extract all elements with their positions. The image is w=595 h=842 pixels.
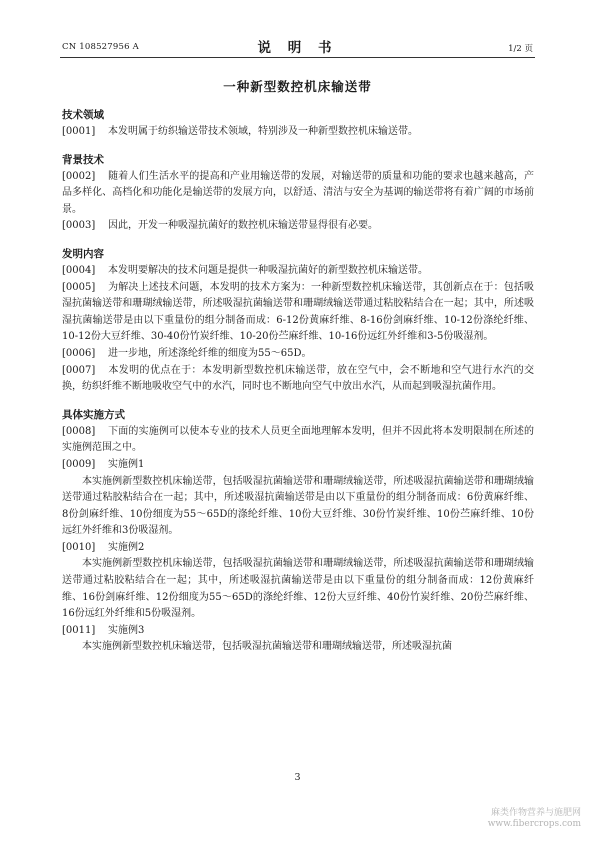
paragraph-text: 进一步地，所述涤纶纤维的细度为55～65D。 [108, 347, 312, 359]
paragraph-number: [0002] [62, 170, 96, 182]
paragraph-number: [0004] [62, 264, 96, 276]
paragraph-number: [0008] [62, 425, 96, 437]
document-type-heading: 说 明 书 [257, 40, 338, 56]
paragraph-number: [0003] [62, 220, 96, 232]
embodiment-label: 实施例2 [108, 541, 145, 553]
paragraph-text: 随着人们生活水平的提高和产业用输送带的发展，对输送带的质量和功能的要求也越来越高，产品多样化、高档化和功能化是输送带的发展方向，以舒适、清洁与安全为基调的输送带将有着广阔的市场前景。 [62, 170, 534, 215]
section-embodiments [62, 406, 534, 656]
embodiment-3-text: 本实施例新型数控机床输送带，包括吸湿抗菌输送带和珊瑚绒输送带，所述吸湿抗菌 [82, 641, 452, 653]
paragraph-text: 为解决上述技术问题，本发明的技术方案为：一种新型数控机床输送带，其创新点在于：包括吸湿抗菌输送带和珊瑚绒输送带，所述吸湿抗菌输送带和珊瑚绒输送带通过粘胶粘结合在一起；其中，所述吸湿抗菌输送带是由以下重量份的组分制备而成：6-12份黄麻纤维、8-16份剑麻纤维、10-12份涤纶纤维、10-12份大豆纤维、30-40份竹炭纤维、10-20份苎麻纤维、10-16份远红外纤维和3-5份吸湿剂。 [62, 281, 534, 343]
document-body [62, 106, 534, 656]
paragraph-text: 本发明属于纺织输送带技术领域，特别涉及一种新型数控机床输送带。 [108, 126, 418, 137]
paragraph-text: 本发明要解决的技术问题是提供一种吸湿抗菌好的新型数控机床输送带。 [108, 264, 428, 276]
paragraph-0009 [62, 457, 534, 474]
paragraph-number: [0011] [62, 624, 96, 636]
page-info: 1/2 页 [508, 44, 533, 54]
paragraph-0011 [62, 623, 534, 640]
paragraph-0001 [62, 124, 534, 141]
embodiment-2-text: 本实施例新型数控机床输送带，包括吸湿抗菌输送带和珊瑚绒输送带，所述吸湿抗菌输送带和珊瑚绒输送带通过粘胶粘结合在一起；其中，所述吸湿抗菌输送带是由以下重量份的组分制备而成：12份黄麻纤维、16份剑麻纤维、12份细度为55～65D的涤纶纤维、12份大豆纤维、40份竹炭纤维、20份苎麻纤维、16份远红外纤维和5份吸湿剂。 [62, 558, 534, 620]
patent-number: CN 108527956 A [62, 42, 139, 52]
embodiment-1-text: 本实施例新型数控机床输送带，包括吸湿抗菌输送带和珊瑚绒输送带，所述吸湿抗菌输送带和珊瑚绒输送带通过粘胶粘结合在一起；其中，所述吸湿抗菌输送带是由以下重量份的组分制备而成：6份黄麻纤维、8份剑麻纤维、10份细度为55～65D的涤纶纤维、10份大豆纤维、30份竹炭纤维、10份苎麻纤维、10份远红外纤维和3份吸湿剂。 [62, 475, 534, 537]
paragraph-number: [0006] [62, 347, 96, 359]
section-heading: 具体实施方式 [62, 408, 125, 421]
embodiment-label: 实施例1 [108, 458, 145, 470]
paragraph-number: [0010] [62, 541, 96, 553]
paragraph-text: 因此，开发一种吸湿抗菌好的数控机床输送带显得很有必要。 [108, 220, 378, 232]
paragraph-0005 [62, 280, 534, 346]
paragraph-number: [0007] [62, 364, 96, 376]
watermark-line-2: www.fibercrops.com [487, 819, 581, 829]
embodiment-label: 实施例3 [108, 624, 145, 636]
header-divider [60, 57, 535, 58]
paragraph-0008 [62, 424, 534, 457]
paragraph-0006 [62, 346, 534, 363]
section-heading: 技术领域 [62, 109, 104, 121]
paragraph-number: [0009] [62, 458, 96, 470]
section-heading: 背景技术 [62, 153, 104, 166]
paragraph-text: 下面的实施例可以使本专业的技术人员更全面地理解本发明，但并不因此将本发明限制在所述的实施例范围之中。 [62, 425, 534, 454]
paragraph-number: [0001] [62, 126, 96, 137]
page-number: 3 [294, 772, 301, 783]
paragraph-0007 [62, 363, 534, 396]
watermark-line-1: 麻类作物营养与施肥网 [490, 808, 581, 818]
paragraph-0003 [62, 218, 534, 235]
section-invention [62, 245, 534, 396]
document-title: 一种新型数控机床输送带 [223, 79, 372, 94]
section-tech-field [62, 106, 534, 141]
paragraph-text: 本发明的优点在于：本发明新型数控机床输送带，放在空气中，会不断地和空气进行水汽的交换，纺织纤维不断地吸收空气中的水汽，同时也不断地向空气中放出水汽，从而起到吸湿抗菌作用。 [62, 364, 534, 393]
paragraph-0002 [62, 169, 534, 219]
paragraph-0004 [62, 263, 534, 280]
paragraph-0010 [62, 540, 534, 557]
watermark [488, 808, 581, 830]
paragraph-number: [0005] [62, 281, 96, 293]
section-heading: 发明内容 [62, 247, 104, 260]
section-background [62, 151, 534, 235]
